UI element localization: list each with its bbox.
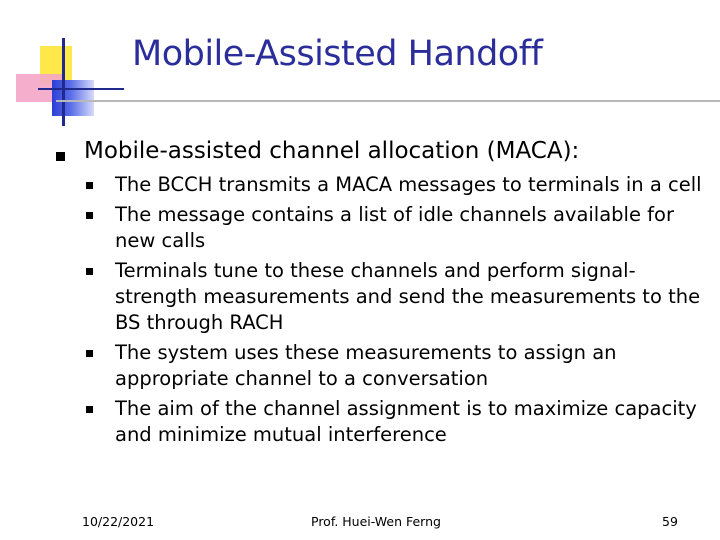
logo-horizontal-line [38,88,124,90]
list-item [84,172,704,198]
list-item [84,396,704,448]
sub-bullet-list [84,172,704,448]
footer-author: Prof. Huei-Wen Ferng [311,514,441,529]
list-item-text: The aim of the channel assignment is to maximize capacity and minimize mutual interference [115,397,697,446]
bullet-icon [86,212,93,219]
bullet-icon [86,350,93,357]
logo-blue-block [52,80,94,116]
bullet-icon [86,268,93,275]
main-bullet-text: Mobile-assisted channel allocation (MACA): [84,138,580,164]
logo-vertical-line [62,38,65,126]
list-item-text: The BCCH transmits a MACA messages to terminals in a cell [115,173,702,196]
list-item-text: The system uses these measurements to assign an appropriate channel to a conversation [115,341,617,390]
footer-date: 10/22/2021 [82,514,155,529]
list-item [84,340,704,392]
page-number: 59 [662,514,678,529]
list-item [84,202,704,254]
slide-title: Mobile-Assisted Handoff [132,34,543,74]
list-item-text: Terminals tune to these channels and perform signal-strength measurements and send the measurements to the BS through RACH [115,259,701,334]
bullet-icon [86,406,93,413]
bullet-icon [56,152,65,161]
slide-logo-decoration [0,0,120,125]
list-item-text: The message contains a list of idle channels available for new calls [115,203,674,252]
bullet-icon [86,182,93,189]
list-item [84,258,704,336]
title-divider [56,100,720,102]
